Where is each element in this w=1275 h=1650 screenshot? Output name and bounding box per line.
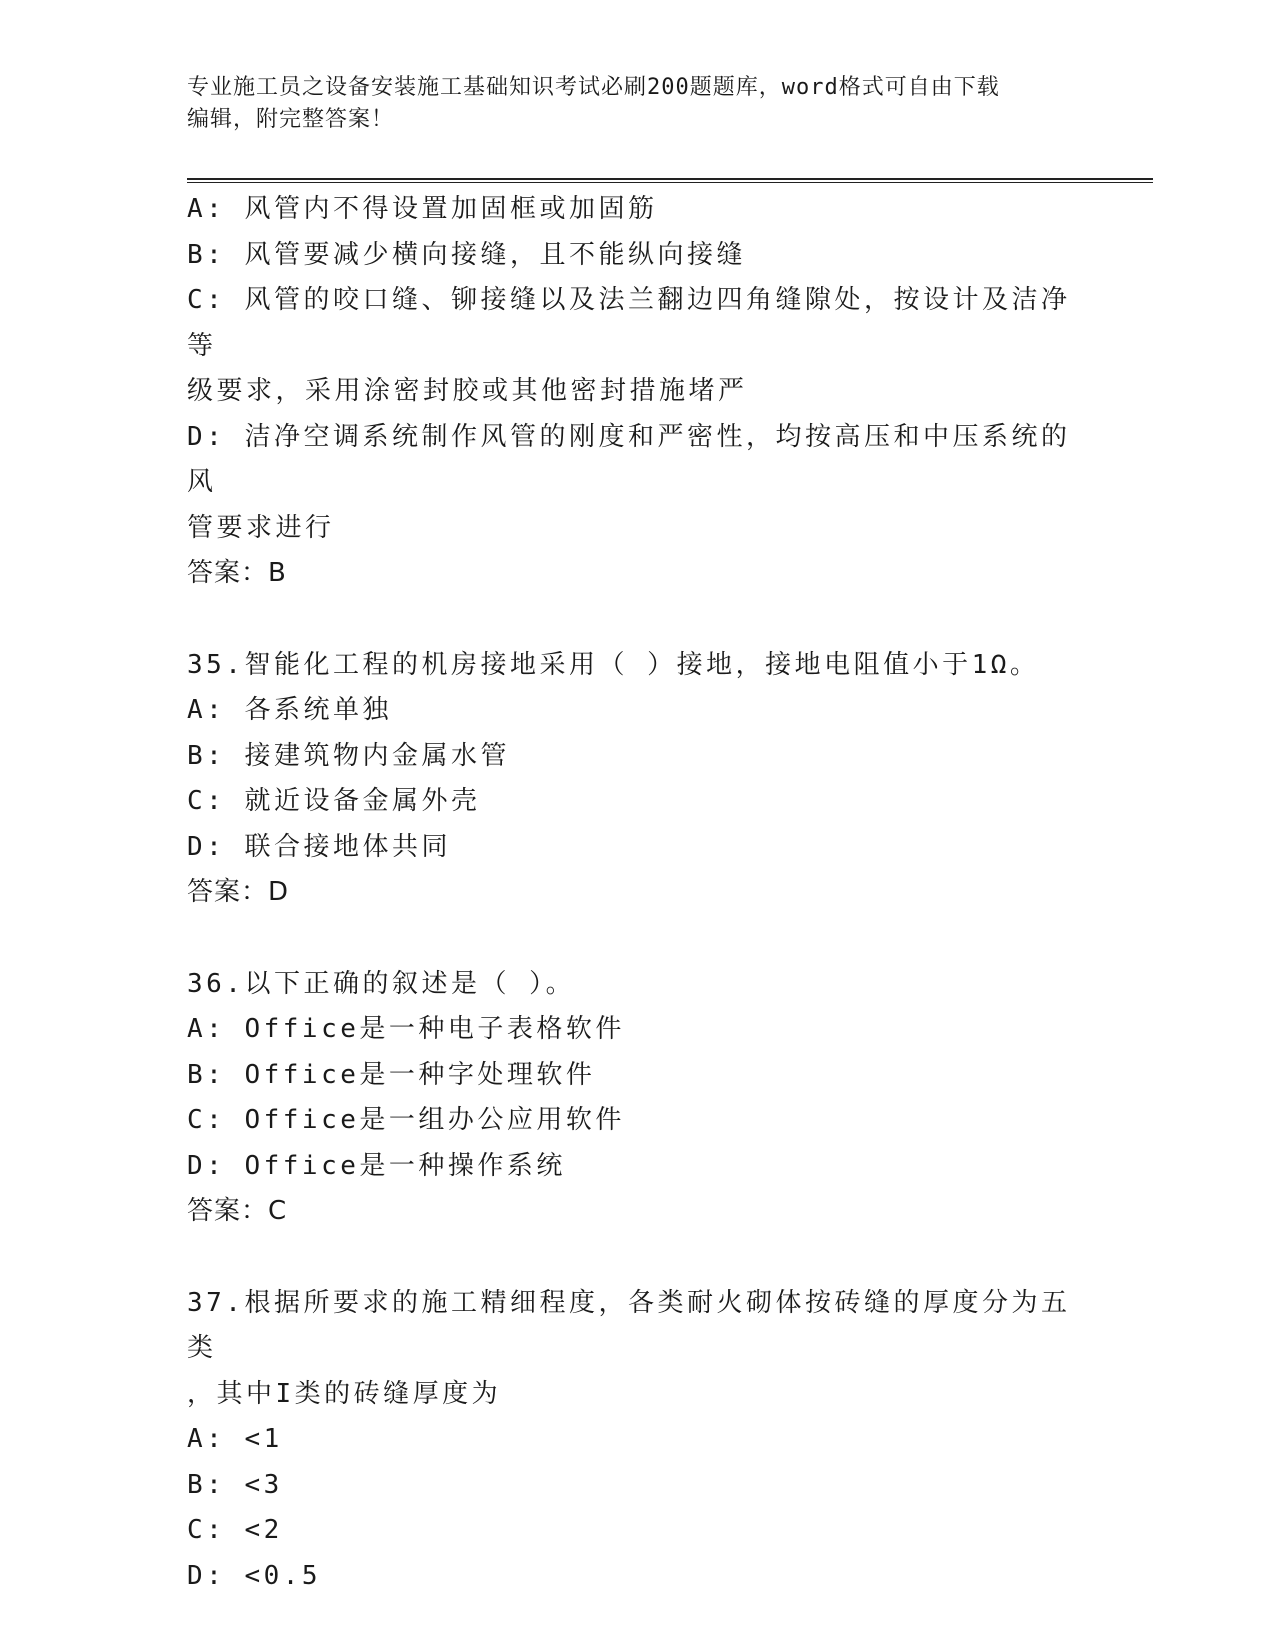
spacer [187,597,1087,643]
q35-question: 35.智能化工程的机房接地采用（ ）接地，接地电阻值小于1Ω。 [187,649,1040,680]
question-36-block [187,962,1087,1235]
question-35-block [187,643,1087,916]
q34-option-d: D: 洁净空调系统制作风管的刚度和严密性，均按高压和中压系统的风 [187,421,1071,497]
q34-option-a: A: 风管内不得设置加固框或加固筋 [187,194,658,224]
q35-answer: 答案：D [187,877,290,907]
question-34-block [187,187,1087,597]
q34-option-c-continued: 级要求，采用涂密封胶或其他密封措施堵严 [187,376,748,406]
q34-option-c: C: 风管的咬口缝、铆接缝以及法兰翻边四角缝隙处，按设计及洁净等 [187,285,1071,361]
q36-option-a: A: Office是一种电子表格软件 [187,1014,625,1044]
q35-option-a: A: 各系统单独 [187,695,392,725]
page-header [187,72,1067,136]
q37-question: 37.根据所要求的施工精细程度，各类耐火砌体按砖缝的厚度分为五类 [187,1287,1071,1363]
header-line-1: 专业施工员之设备安装施工基础知识考试必刷200题题库，word格式可自由下载 [187,75,1000,100]
q36-option-b: B: Office是一种字处理软件 [187,1059,596,1090]
q34-answer: 答案：B [187,558,287,588]
q37-option-d: D: <0.5 [187,1560,322,1591]
question-37-block [187,1281,1087,1600]
spacer [187,916,1087,962]
q36-option-c: C: Office是一组办公应用软件 [187,1105,625,1135]
q37-question-continued: ，其中I类的砖缝厚度为 [187,1378,502,1409]
spacer [187,1235,1087,1281]
q35-option-b: B: 接建筑物内金属水管 [187,740,510,771]
q37-option-a: A: <1 [187,1424,283,1454]
q36-answer: 答案：C [187,1196,288,1226]
document-body [187,187,1087,1599]
q34-option-b: B: 风管要减少横向接缝，且不能纵向接缝 [187,239,746,270]
q35-option-c: C: 就近设备金属外壳 [187,786,481,816]
q34-option-d-continued: 管要求进行 [187,512,335,543]
q36-question: 36.以下正确的叙述是（ ）。 [187,968,576,999]
q36-option-d: D: Office是一种操作系统 [187,1150,566,1181]
q37-option-b: B: <3 [187,1469,283,1500]
header-line-2: 编辑，附完整答案！ [187,107,395,132]
q37-option-c: C: <2 [187,1515,283,1545]
q35-option-d: D: 联合接地体共同 [187,831,451,862]
header-divider [187,178,1153,183]
